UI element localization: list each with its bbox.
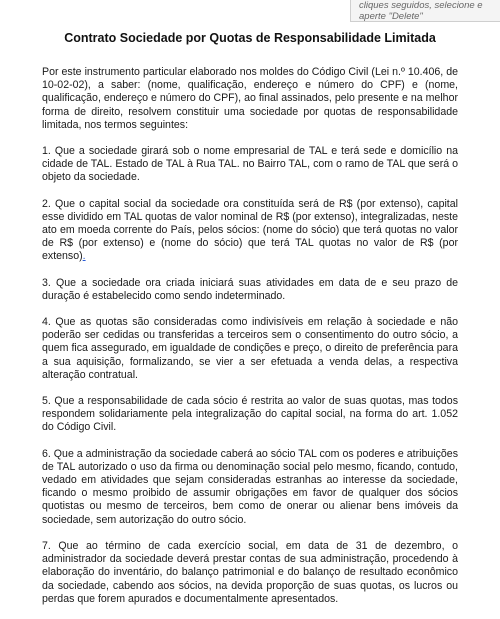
clause-6[interactable]: 6. Que a administração da sociedade caberá ao sócio TAL com os poderes e atribuições de TAL autorizado o uso da firma ou denominação social pelo mesmo, ficando, contudo, vedado em atividades que sejam consideradas estranhas ao interesse da sociedade, ficando o mesmo proibido de assumir obrigações em favor de qualquer dos sócios quotistas ou mesmo de terceiros, bem como de onerar ou alienar bens imóveis da sociedade, sem autorização do outro sócio. — [42, 447, 458, 526]
document-body[interactable] — [42, 66, 458, 619]
note-line-2: aperte "Delete" — [359, 11, 423, 22]
clause-5[interactable]: 5. Que a responsabilidade de cada sócio é restrita ao valor de suas quotas, mas todos respondem solidariamente pela integralização do capital social, na forma do art. 1.052 do Código Civil. — [42, 395, 458, 434]
document-title: Contrato Sociedade por Quotas de Responsabilidade Limitada — [64, 31, 436, 45]
clause-7[interactable]: 7. Que ao término de cada exercício social, em data de 31 de dezembro, o administrador da sociedade deverá prestar contas de sua administração, procedendo à elaboração do inventário, do balanço patrimonial e do balanço de resultado econômico da sociedade, cabendo aos sócios, na devida proporção de suas quotas, os lucros ou perdas que forem apurados e documentalmente apresentados. — [42, 539, 458, 605]
clause-2[interactable] — [42, 198, 458, 264]
text-cursor: . — [82, 250, 86, 263]
note-line-1: cliques seguidos, selecione e — [359, 0, 483, 11]
clause-2-text[interactable]: 2. Que o capital social da sociedade ora constituída será de R$ (por extenso), capital esse dividido em TAL quotas de valor nominal de R$ (por extenso), integralizadas, neste ato em moeda corrente do País, pelos sócios: (nome do sócio) que terá quotas no valor de R$ (por extenso) e (nome do sócio) que terá TAL quotas no valor de R$ (por extenso) — [42, 197, 458, 263]
instruction-note — [350, 0, 500, 22]
clause-4[interactable]: 4. Que as quotas são consideradas como indivisíveis em relação à sociedade e não poderão ser cedidas ou transferidas a terceiros sem o consentimento do outro sócio, a quem fica assegurado, em igualdade de condições e preço, o direito de preferência para a sua aquisição, formalizando, se vier a ser efetuada a venda delas, a respectiva alteração contratual. — [42, 316, 458, 381]
clause-1[interactable]: 1. Que a sociedade girará sob o nome empresarial de TAL e terá sede e domicílio na cidade de TAL. Estado de TAL à Rua TAL. no Bairro TAL, com o ramo de TAL que será o objeto da sociedade. — [42, 145, 458, 184]
intro-paragraph[interactable]: Por este instrumento particular elaborado nos moldes do Código Civil (Lei n.º 10.406, de 10-02-02), a saber: (nome, qualificação, endereço e número do CPF) e (nome, qualificação, endereço e número do CPF), ao final assinados, pelo presente e na melhor forma de direito, resolvem constituir uma sociedade por quotas de responsabilidade limitada, nos termos seguintes: — [42, 66, 458, 131]
clause-3[interactable]: 3. Que a sociedade ora criada iniciará suas atividades em data de e seu prazo de duração é estabelecido como sendo indeterminado. — [42, 276, 458, 302]
